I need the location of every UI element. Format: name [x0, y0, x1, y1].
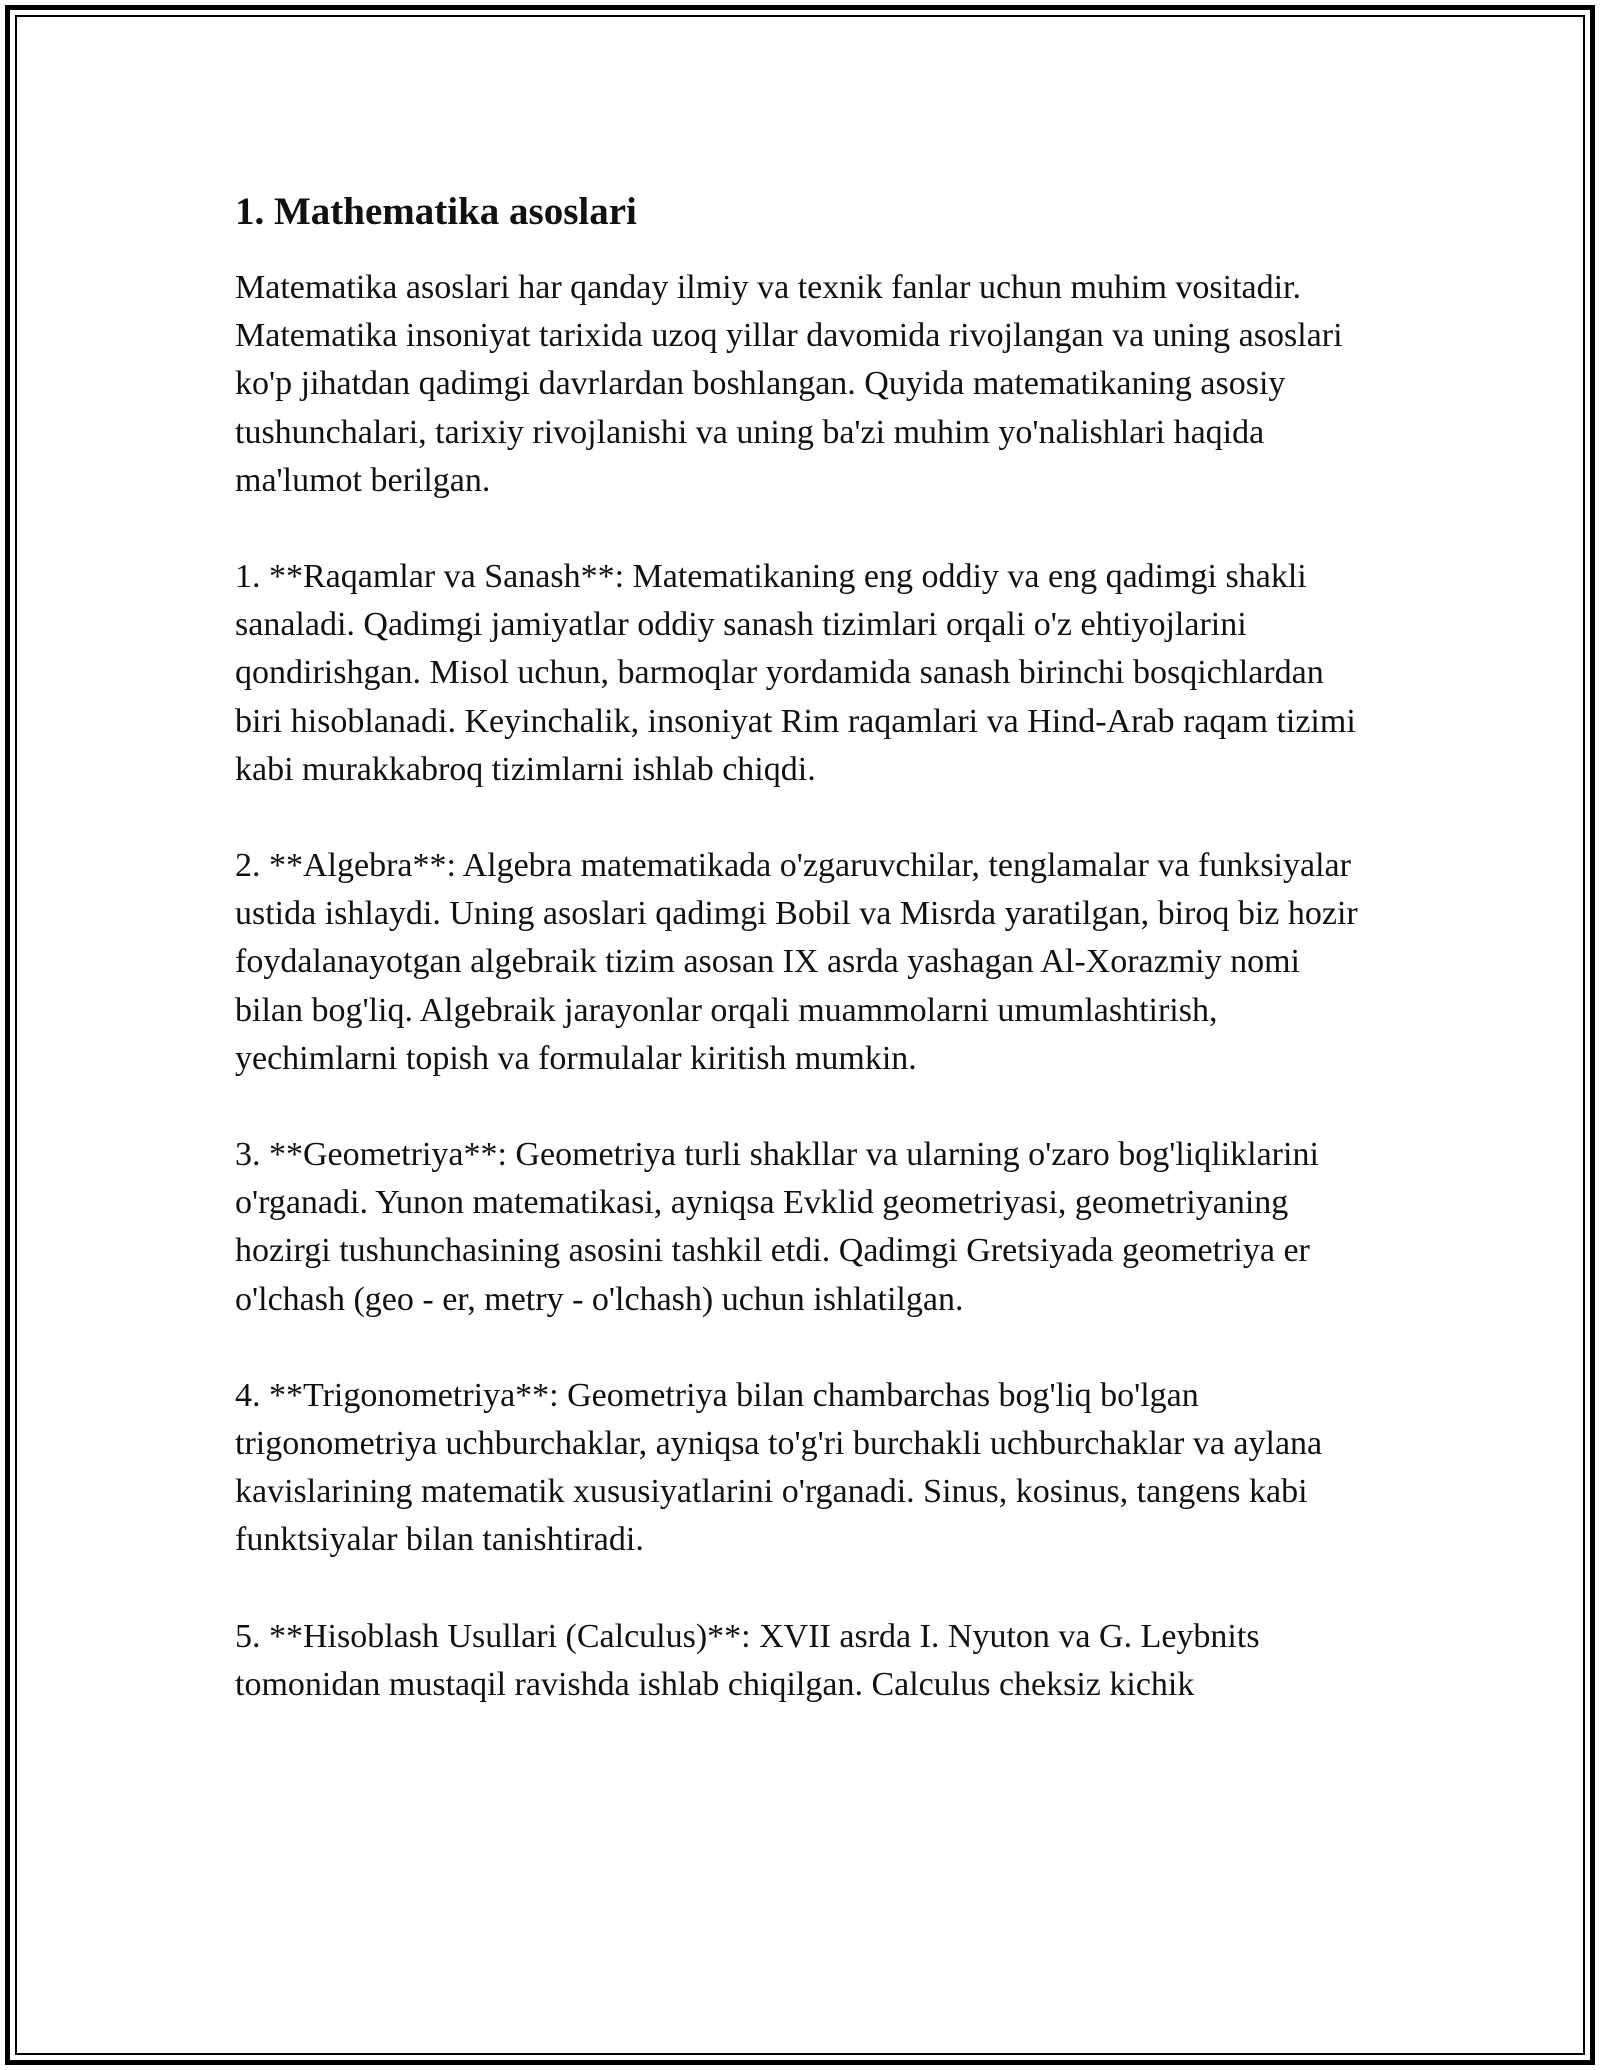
intro-paragraph: Matematika asoslari har qanday ilmiy va texnik fanlar uchun muhim vositadir. Matematika insoniyat tarixida uzoq yillar davomida rivojlangan va uning asoslari ko'p jihatdan qadimgi davrlardan boshlangan. Quyida matematikaning asosiy tushunchalari, tarixiy rivojlanishi va uning ba'zi muhim yo'nalishlari haqida ma'lumot berilgan. [235, 269, 1343, 499]
document-body [235, 186, 1375, 1757]
section-heading: 1. Mathematika asoslari [235, 190, 637, 233]
paragraph-trigonometriya: 4. **Trigonometriya**: Geometriya bilan chambarchas bog'liq bo'lgan trigonometriya uchburchaklar, ayniqsa to'g'ri burchakli uchburchaklar va aylana kavislarining matematik xususiyatlarini o'rganadi. Sinus, kosinus, tangens kabi funktsiyalar bilan tanishtiradi. [235, 1376, 1323, 1559]
paragraph-calculus: 5. **Hisoblash Usullari (Calculus)**: XVII asrda I. Nyuton va G. Leybnits tomonidan mustaqil ravishda ishlab chiqilgan. Calculus cheksiz kichik [235, 1617, 1260, 1703]
paragraph-algebra: 2. **Algebra**: Algebra matematikada o'zgaruvchilar, tenglamalar va funksiyalar ustida ishlaydi. Uning asoslari qadimgi Bobil va Misrda yaratilgan, biroq biz hozir foydalanayotgan algebraik tizim asosan IX asrda yashagan Al-Xorazmiy nomi bilan bog'liq. Algebraik jarayonlar orqali muammolarni umumlashtirish, yechimlarni topish va formulalar kiritish mumkin. [235, 847, 1358, 1077]
paragraph-geometriya: 3. **Geometriya**: Geometriya turli shakllar va ularning o'zaro bog'liqliklarini o'rganadi. Yunon matematikasi, ayniqsa Evklid geometriyasi, geometriyaning hozirgi tushunchasining asosini tashkil etdi. Qadimgi Gretsiyada geometriya er o'lchash (geo - er, metry - o'lchash) uchun ishlatilgan. [235, 1136, 1319, 1318]
paragraph-raqamlar: 1. **Raqamlar va Sanash**: Matematikaning eng oddiy va eng qadimgi shakli sanaladi. Qadimgi jamiyatlar oddiy sanash tizimlari orqali o'z ehtiyojlarini qondirishgan. Misol uchun, barmoqlar yordamida sanash birinchi bosqichlardan biri hisoblanadi. Keyinchalik, insoniyat Rim raqamlari va Hind-Arab raqam tizimi kabi murakkabroq tizimlarni ishlab chiqdi. [235, 558, 1356, 788]
